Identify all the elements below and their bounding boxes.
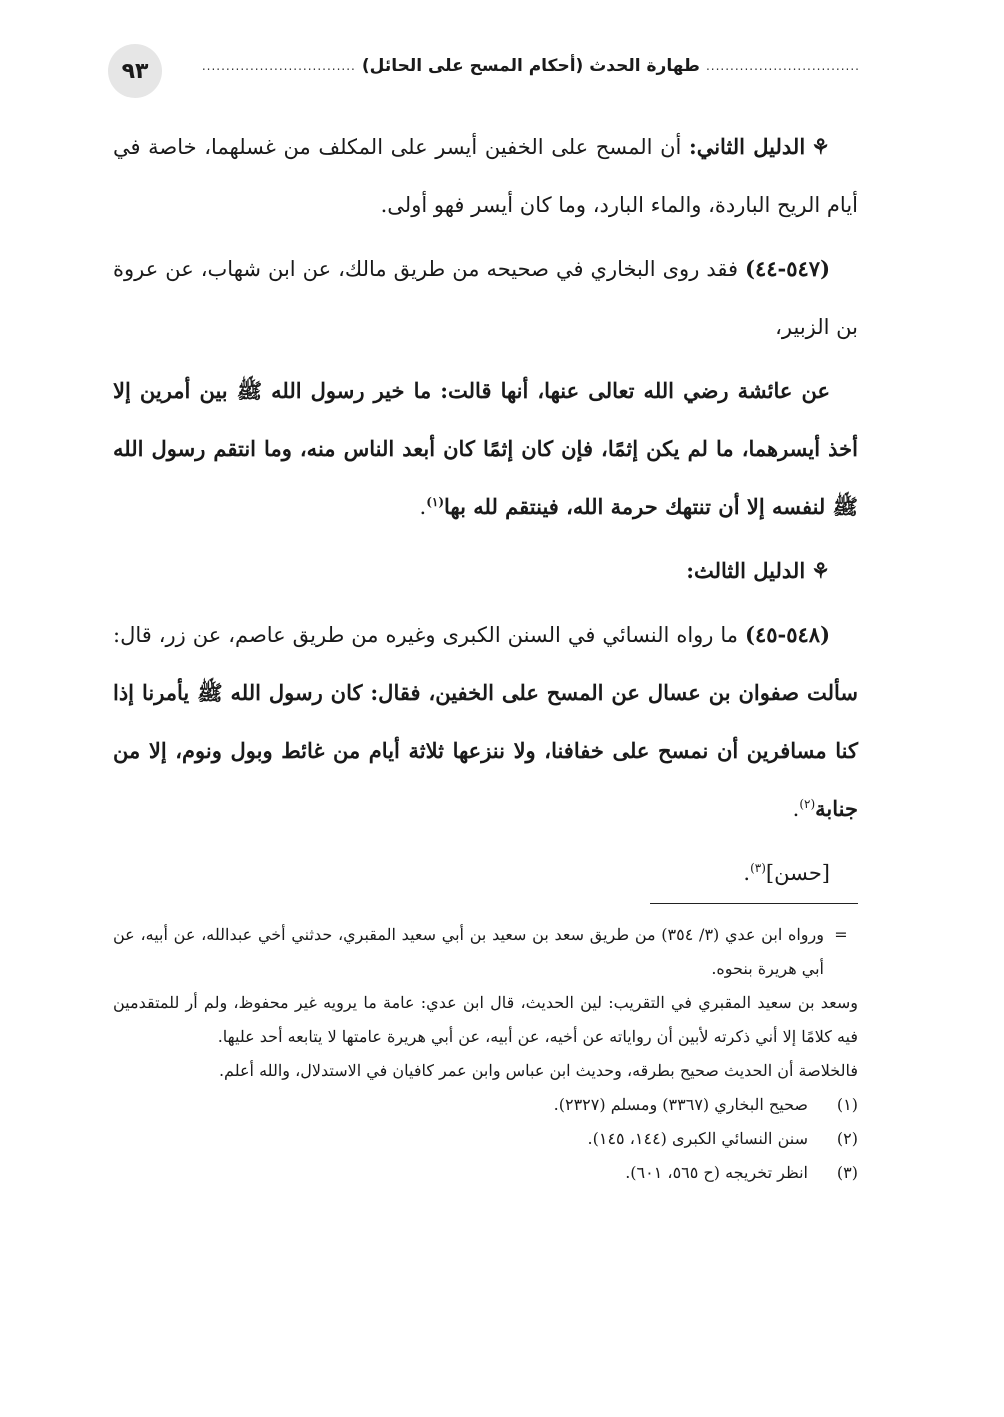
footnote-paragraph-conclusion: فالخلاصة أن الحديث صحيح بطرقه، وحديث ابن عباس وابن عمر كافيان في الاستدلال، والله أعلم.	[218, 1061, 858, 1080]
safwan-hadith-text: سألت صفوان بن عسال عن المسح على الخفين، فقال: كان رسول الله ﷺ يأمرنا إذا كنا مسافرين أن نمسح على خفافنا، ولا ننزعها ثلاثة أيام من غائط وبول ونوم، إلا من جنابة	[113, 680, 858, 821]
footnote-number: (٣)	[836, 1163, 858, 1182]
chapter-title: طهارة الحدث (أحكام المسح على الحائل)	[361, 56, 700, 76]
grade-end: .	[743, 861, 751, 885]
header-title-row	[202, 56, 860, 76]
paragraph-hadith-547	[113, 240, 858, 356]
continuation-marker: =	[834, 925, 848, 944]
bullet-icon: ⚘	[811, 558, 830, 583]
header-dots-left: ................................	[201, 59, 356, 73]
evidence-two-heading: الدليل الثاني:	[688, 134, 806, 159]
footnote-text: سنن النسائي الكبرى (١٤٤، ١٤٥).	[587, 1129, 808, 1148]
footnotes	[113, 918, 858, 1190]
footnote-continuation	[113, 918, 858, 986]
aisha-hadith-end: .	[419, 495, 427, 519]
footnote-paragraph-saad: وسعد بن سعيد المقبري في التقريب: لين الحديث، قال ابن عدي: عامة ما يرويه غير محفوظ، ولم أر للمتقدمين فيه كلامًا إلا أني ذكرته لأبين أن رواياته عن أخيه، عن أبيه، عن أبي هريرة عامتها لا يتابعه أحد عليها.	[113, 993, 858, 1046]
paragraph-aisha-hadith	[113, 362, 858, 536]
footnote-ref-2[interactable]: (٢)	[799, 797, 816, 811]
footnote-ref-1[interactable]: (١)	[426, 495, 445, 509]
grade-text: [حسن]	[765, 861, 830, 885]
page-number-badge	[108, 44, 162, 98]
footnote-item	[113, 1156, 858, 1190]
hadith-grade	[113, 844, 858, 902]
aisha-hadith-text: عن عائشة رضي الله تعالى عنها، أنها قالت: ما خير رسول الله ﷺ بين أمرين إلا أخذ أيسرهما، ما لم يكن إثمًا، فإن كان إثمًا كان أبعد الناس منه، وما انتقم رسول الله ﷺ لنفسه إلا أن تنتهك حرمة الله، فينتقم لله بها	[113, 378, 858, 519]
footnote-ref-3[interactable]: (٣)	[750, 861, 766, 875]
footnote-text: صحيح البخاري (٣٣٦٧) ومسلم (٢٣٢٧).	[553, 1095, 808, 1114]
hadith-547-chain: فقد روى البخاري في صحيحه من طريق مالك، عن ابن شهاب، عن عروة بن الزبير،	[113, 257, 858, 339]
safwan-hadith-end: .	[792, 797, 800, 821]
main-text	[113, 118, 858, 902]
bullet-icon: ⚘	[811, 134, 830, 159]
footnote-item	[113, 1122, 858, 1156]
evidence-three-heading	[113, 542, 858, 600]
running-header	[108, 44, 860, 108]
hadith-number-548: (٥٤٨-٤٥)	[745, 622, 830, 647]
page-number: ٩٣	[121, 58, 149, 84]
hadith-number-547: (٥٤٧-٤٤)	[745, 256, 830, 281]
header-dots-right: ................................	[705, 59, 860, 73]
paragraph-hadith-548	[113, 606, 858, 838]
paragraph-evidence-two	[113, 118, 858, 234]
footnote-item	[113, 1088, 858, 1122]
hadith-548-chain: ما رواه النسائي في السنن الكبرى وغيره من طريق عاصم، عن زر، قال:	[113, 623, 745, 647]
footnote-number: (١)	[836, 1095, 858, 1114]
continuation-text: ورواه ابن عدي (٣/ ٣٥٤) من طريق سعد بن سعيد بن أبي سعيد المقبري، حدثني أخي عبدالله، عن أبيه، عن أبي هريرة بنحوه.	[113, 925, 824, 978]
footnote-number: (٢)	[836, 1129, 858, 1148]
evidence-three-title: الدليل الثالث:	[686, 558, 806, 583]
footnote-text: انظر تخريجه (ح ٥٦٥، ٦٠١).	[625, 1163, 808, 1182]
evidence-two-text: أن المسح على الخفين أيسر على المكلف من غسلهما، خاصة في أيام الريح الباردة، والماء البارد، وما كان أيسر فهو أولى.	[113, 135, 858, 217]
footnote-separator	[650, 903, 858, 904]
